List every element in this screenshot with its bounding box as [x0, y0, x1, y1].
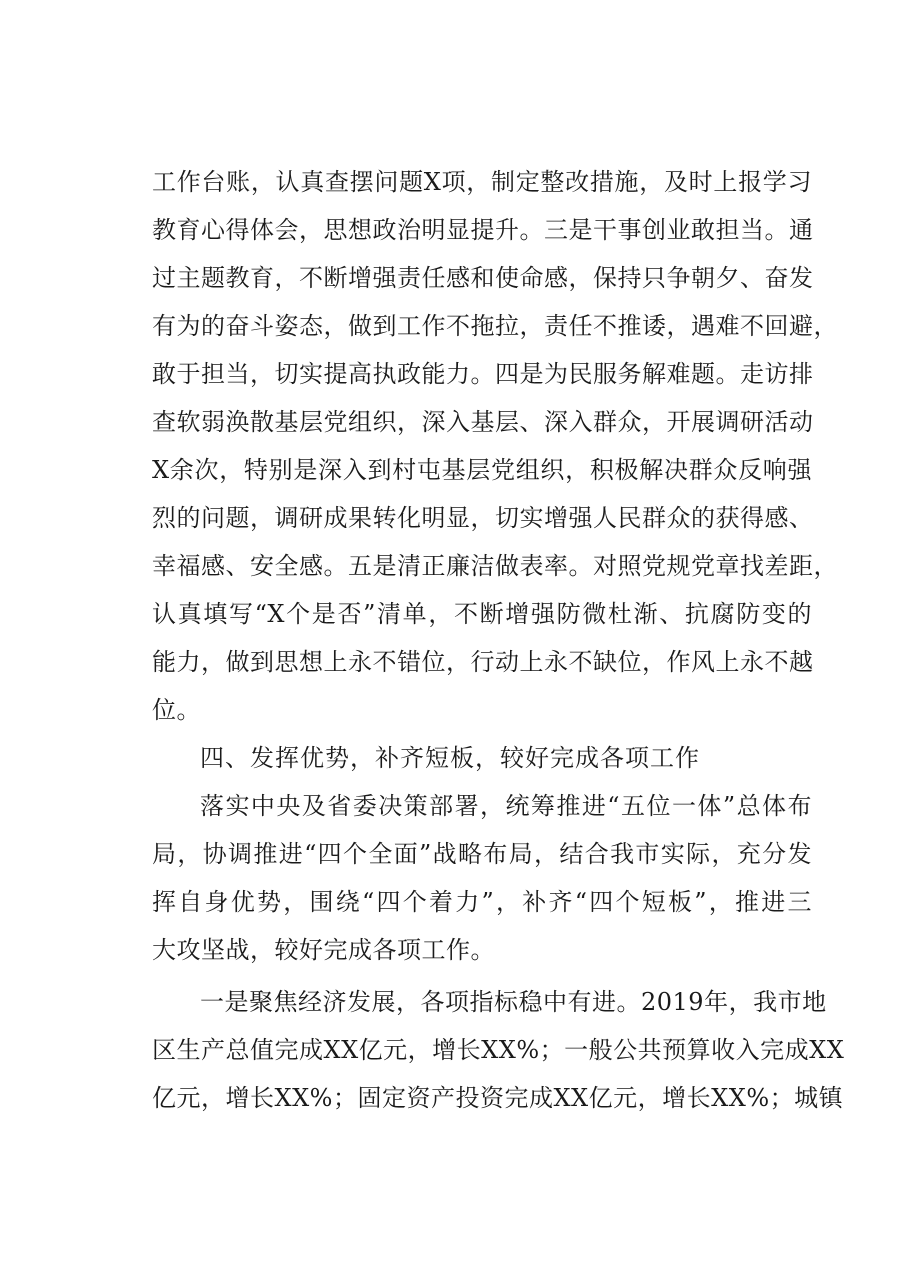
para1-line-1: 工作台账，认真查摆问题X项，制定整改措施，及时上报学习 — [152, 168, 812, 196]
para3-line-1: 一是聚焦经济发展，各项指标稳中有进。2019年，我市地 — [200, 988, 827, 1016]
para2-line-2: 局，协调推进“四个全面”战略布局，结合我市实际，充分发 — [152, 840, 812, 868]
para2-line-4: 大攻坚战，较好完成各项工作。 — [152, 936, 495, 964]
para1-line-4: 有为的奋斗姿态，做到工作不拖拉，责任不推诿，遇难不回避， — [152, 312, 838, 340]
para1-line-3: 过主题教育，不断增强责任感和使命感，保持只争朝夕、奋发 — [152, 264, 814, 292]
para1-line-7: X余次，特别是深入到村屯基层党组织，积极解决群众反响强 — [152, 456, 812, 484]
para1-line-2: 教育心得体会，思想政治明显提升。三是干事创业敢担当。通 — [152, 216, 814, 244]
para3-line-3: 亿元，增长XX%；固定资产投资完成XX亿元，增长XX%；城镇 — [152, 1084, 844, 1112]
para1-line-8: 烈的问题，调研成果转化明显，切实增强人民群众的获得感、 — [152, 504, 814, 532]
para2-line-3: 挥自身优势，围绕“四个着力”，补齐“四个短板”，推进三 — [152, 888, 812, 916]
para1-line-10: 认真填写“X个是否”清单，不断增强防微杜渐、抗腐防变的 — [152, 600, 812, 628]
section-heading: 四、发挥优势，补齐短板，较好完成各项工作 — [200, 744, 700, 772]
para1-line-11: 能力，做到思想上永不错位，行动上永不缺位，作风上永不越 — [152, 648, 814, 676]
para2-line-1: 落实中央及省委决策部署，统筹推进“五位一体”总体布 — [200, 792, 812, 820]
para1-line-9: 幸福感、安全感。五是清正廉洁做表率。对照党规党章找差距， — [152, 552, 838, 580]
para3-line-2: 区生产总值完成XX亿元，增长XX%；一般公共预算收入完成XX — [152, 1036, 845, 1064]
para1-line-12: 位。 — [152, 696, 201, 724]
para1-line-5: 敢于担当，切实提高执政能力。四是为民服务解难题。走访排 — [152, 360, 814, 388]
para1-line-6: 查软弱涣散基层党组织，深入基层、深入群众，开展调研活动 — [152, 408, 814, 436]
